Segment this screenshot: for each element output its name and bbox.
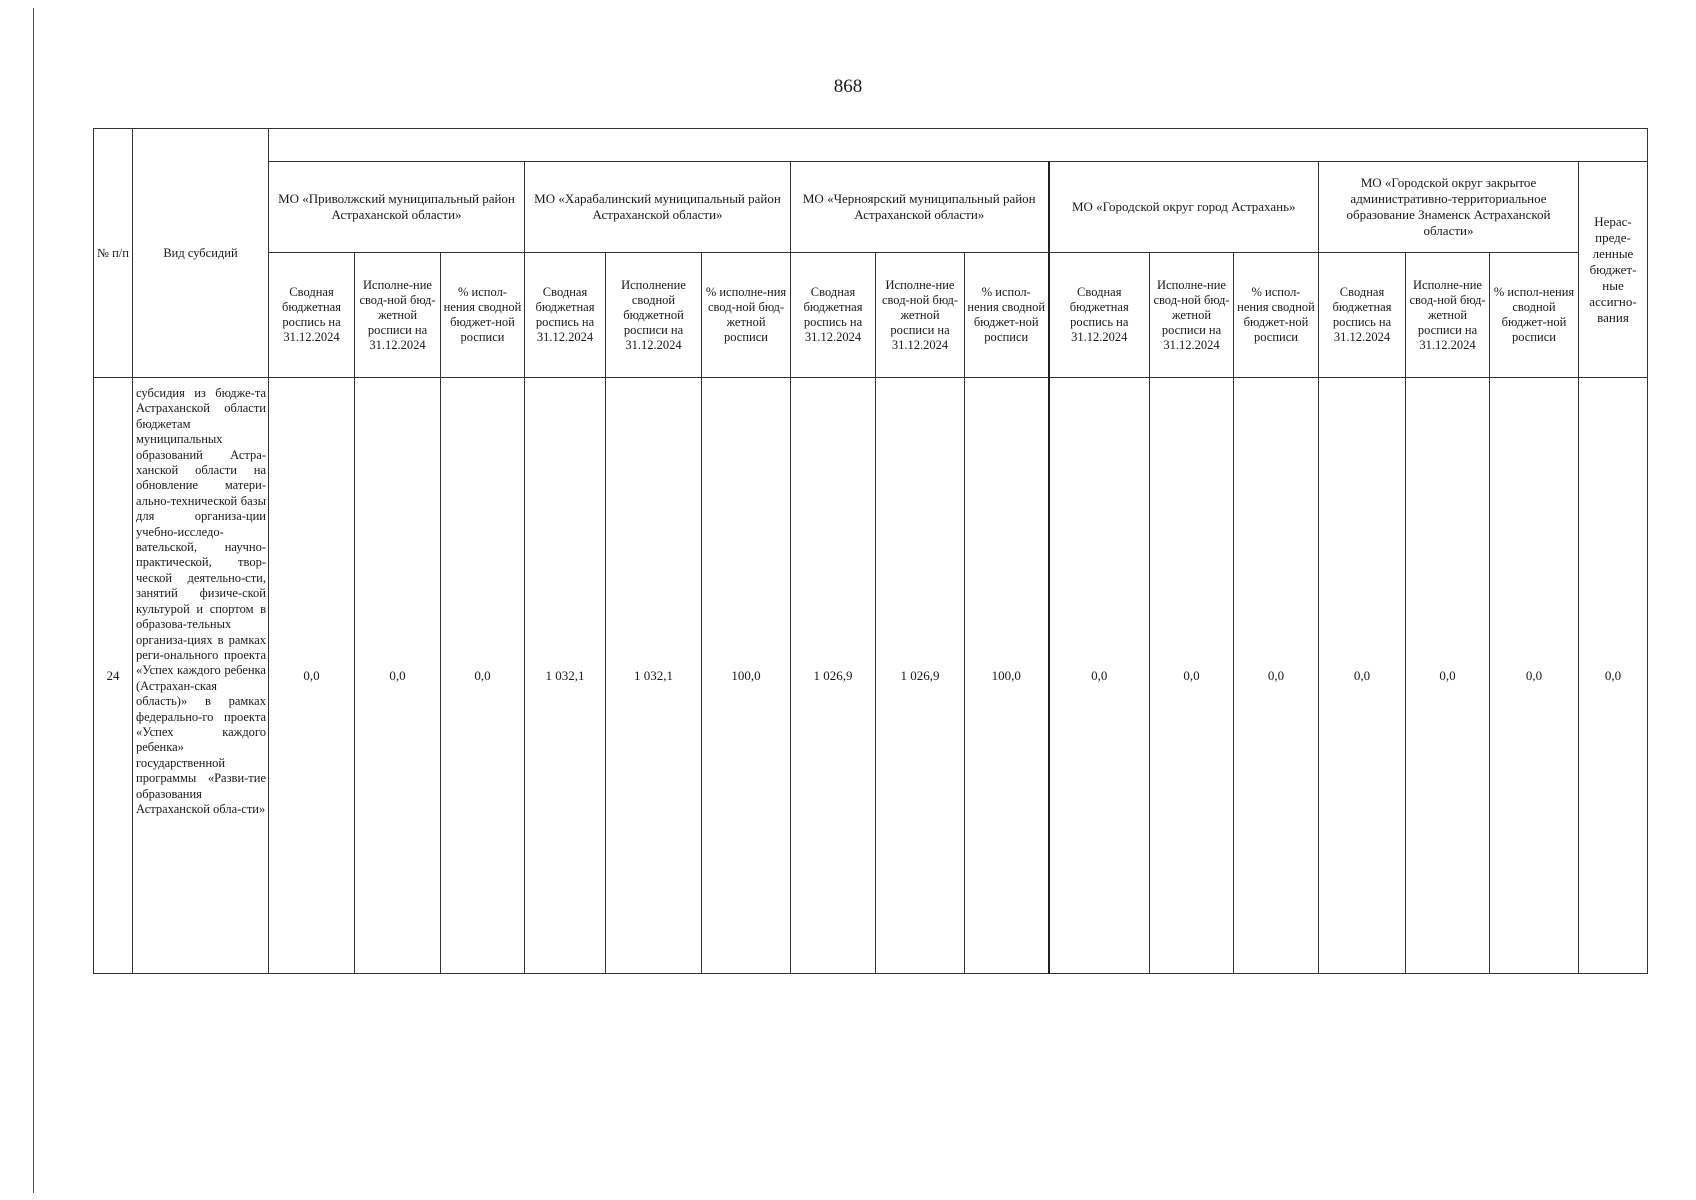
header-percent-col: % испол-нения сводной бюджет-ной росписи	[1490, 253, 1579, 378]
header-percent-col: % испол-нения сводной бюджет-ной росписи	[441, 253, 525, 378]
header-municipality: МО «Городской округ закрытое административно-территориальное образование Знаменск Астраханской области»	[1319, 162, 1579, 253]
value-cell: 0,0	[1490, 378, 1579, 974]
header-blank-cell	[269, 129, 1648, 162]
header-execution-col: Исполне-ние свод-ной бюд-жетной росписи на 31.12.2024	[355, 253, 441, 378]
header-execution-col: Исполне-ние свод-ной бюд-жетной росписи на 31.12.2024	[876, 253, 965, 378]
header-column-row	[94, 253, 1648, 378]
value-cell: 0,0	[441, 378, 525, 974]
value-cell: 0,0	[355, 378, 441, 974]
value-cell: 0,0	[1579, 378, 1648, 974]
header-budget-col: Сводная бюджетная роспись на 31.12.2024	[269, 253, 355, 378]
value-cell: 1 026,9	[791, 378, 876, 974]
header-municipality: МО «Городской округ город Астрахань»	[1049, 162, 1319, 253]
header-percent-col: % испол-нения сводной бюджет-ной росписи	[1234, 253, 1319, 378]
header-percent-col: % испол-нения сводной бюджет-ной росписи	[965, 253, 1049, 378]
header-budget-col: Сводная бюджетная роспись на 31.12.2024	[1049, 253, 1150, 378]
page-number: 868	[833, 76, 863, 97]
value-cell: 100,0	[965, 378, 1049, 974]
subsidy-description: субсидия из бюдже-та Астраханской области бюджетам муниципальных образований Астра-ханской области на обновление матери-ально-технической базы для организа-ции учебно-исследо-вательской, научно-практической, твор-ческой деятельно-сти, занятий физиче-ской культурой и спортом в образова-тельных организа-циях в рамках реги-онального проекта «Успех каждого ребенка (Астрахан-ская область)» в рамках федерально-го проекта «Успех каждого ребенка» государственной программы «Разви-тие образования Астраханской обла-сти»	[133, 378, 269, 974]
header-municipality: МО «Черноярский муниципальный район Астраханской области»	[791, 162, 1049, 253]
header-budget-col: Сводная бюджетная роспись на 31.12.2024	[525, 253, 606, 378]
header-budget-col: Сводная бюджетная роспись на 31.12.2024	[1319, 253, 1406, 378]
header-unallocated: Нерас-преде-ленные бюджет-ные ассигно-вания	[1579, 162, 1648, 378]
value-cell: 100,0	[702, 378, 791, 974]
header-subsidy-type: Вид субсидий	[133, 129, 269, 378]
header-budget-col: Сводная бюджетная роспись на 31.12.2024	[791, 253, 876, 378]
value-cell: 0,0	[1406, 378, 1490, 974]
header-municipality-row	[94, 162, 1648, 253]
value-cell: 1 032,1	[525, 378, 606, 974]
header-percent-col: % исполне-ния свод-ной бюд-жетной росписи	[702, 253, 791, 378]
header-execution-col: Исполне-ние свод-ной бюд-жетной росписи на 31.12.2024	[1150, 253, 1234, 378]
header-municipality: МО «Приволжский муниципальный район Астраханской области»	[269, 162, 525, 253]
value-cell: 0,0	[1319, 378, 1406, 974]
value-cell: 1 032,1	[606, 378, 702, 974]
margin-line	[33, 8, 34, 1193]
value-cell: 0,0	[1049, 378, 1150, 974]
header-execution-col: Исполне-ние свод-ной бюд-жетной росписи на 31.12.2024	[1406, 253, 1490, 378]
header-municipality: МО «Харабалинский муниципальный район Астраханской области»	[525, 162, 791, 253]
value-cell: 0,0	[1234, 378, 1319, 974]
header-blank-row	[94, 129, 1648, 162]
value-cell: 0,0	[269, 378, 355, 974]
table-row	[94, 378, 1648, 974]
header-row-number: № п/п	[94, 129, 133, 378]
subsidy-table	[93, 128, 1648, 974]
value-cell: 0,0	[1150, 378, 1234, 974]
header-execution-col: Исполнение сводной бюджетной росписи на 31.12.2024	[606, 253, 702, 378]
value-cell: 1 026,9	[876, 378, 965, 974]
row-number: 24	[94, 378, 133, 974]
